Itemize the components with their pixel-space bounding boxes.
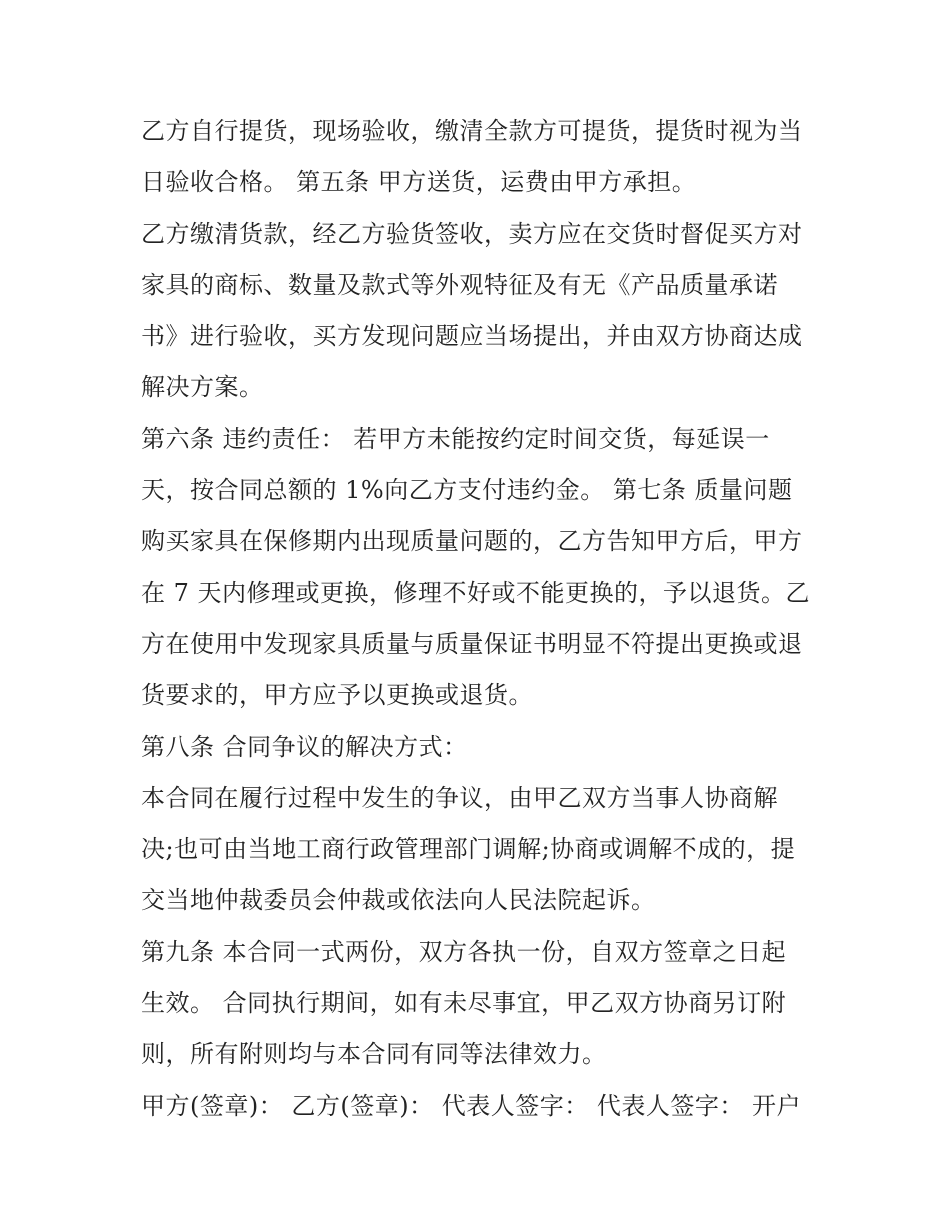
text-line-13: 第八条 合同争议的解决方式： — [141, 732, 468, 761]
text-line-10: 在 7 天内修理或更换，修理不好或不能更换的，予以退货。乙 — [141, 578, 811, 607]
contract-text-body — [141, 106, 821, 1132]
text-line-19: 则，所有附则均与本合同有同等法律效力。 — [141, 1040, 607, 1069]
text-line-7: 第六条 违约责任： 若甲方未能按约定时间交货，每延误一 — [141, 424, 770, 453]
text-line-20: 甲方(签章)： 乙方(签章)： 代表人签字： 代表人签字： 开户 — [141, 1091, 801, 1120]
text-line-12: 货要求的，甲方应予以更换或退货。 — [141, 681, 533, 710]
text-line-8: 天，按合同总额的 1%向乙方支付违约金。 第七条 质量问题 — [141, 476, 793, 505]
text-line-4: 家具的商标、数量及款式等外观特征及有无《产品质量承诺 — [141, 270, 778, 299]
text-line-18: 生效。 合同执行期间，如有未尽事宜，甲乙双方协商另订附 — [141, 989, 787, 1018]
text-line-11: 方在使用中发现家具质量与质量保证书明显不符提出更换或退 — [141, 629, 803, 658]
text-line-15: 决;也可由当地工商行政管理部门调解;协商或调解不成的，提 — [141, 835, 796, 864]
text-line-2: 日验收合格。 第五条 甲方送货，运费由甲方承担。 — [141, 168, 697, 197]
text-line-6: 解决方案。 — [141, 373, 264, 402]
text-line-17: 第九条 本合同一式两份，双方各执一份，自双方签章之日起 — [141, 937, 787, 966]
text-line-9: 购买家具在保修期内出现质量问题的，乙方告知甲方后，甲方 — [141, 527, 803, 556]
text-line-3: 乙方缴清货款，经乙方验货签收，卖方应在交货时督促买方对 — [141, 219, 803, 248]
text-line-14: 本合同在履行过程中发生的争议，由甲乙双方当事人协商解 — [141, 783, 778, 812]
text-line-5: 书》进行验收，买方发现问题应当场提出，并由双方协商达成 — [141, 322, 803, 351]
text-line-16: 交当地仲裁委员会仲裁或依法向人民法院起诉。 — [141, 886, 656, 915]
text-line-1: 乙方自行提货，现场验收，缴清全款方可提货，提货时视为当 — [141, 117, 803, 145]
